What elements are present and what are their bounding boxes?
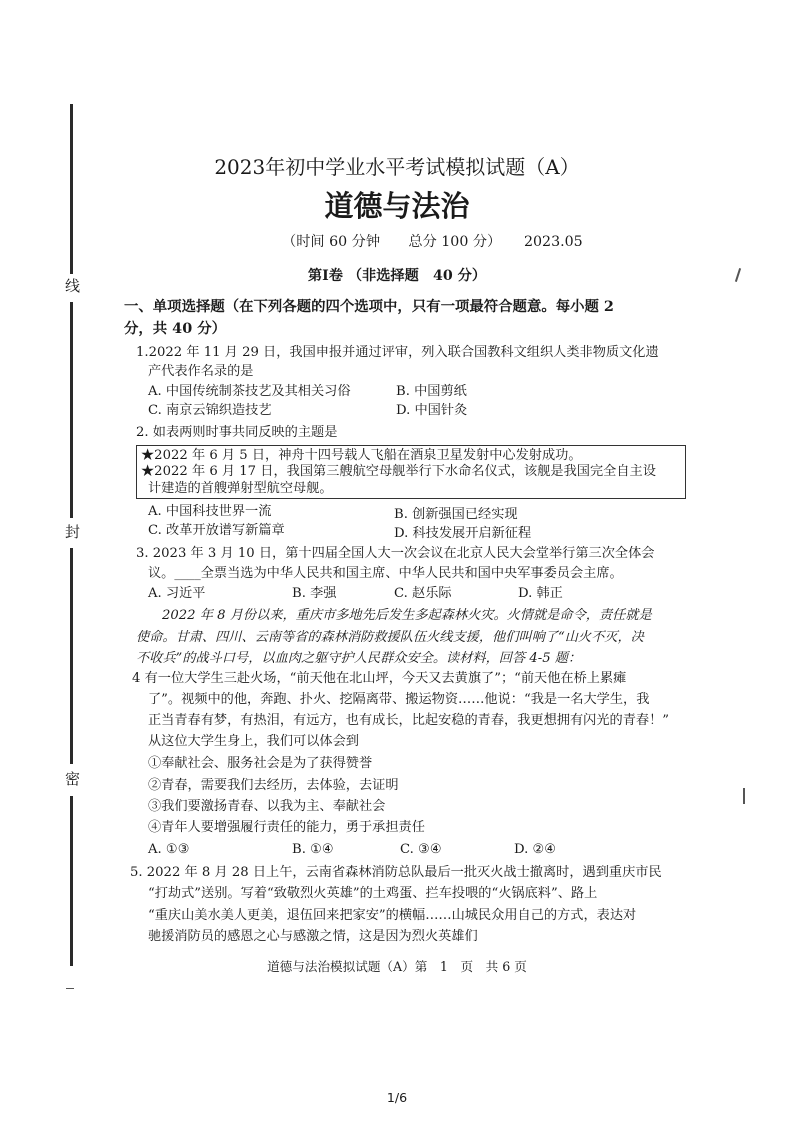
q4-stem-line1: 4 有一位大学生三赴火场，“前天他在北山坪，今天又去黄旗了”；“前天他在桥上累瘫 — [132, 671, 627, 686]
q1-option-c: C. 南京云锦织造技艺 — [148, 403, 272, 418]
q2-stem: 2. 如表两则时事共同反映的主题是 — [136, 425, 338, 440]
q2-option-a: A. 中国科技世界一流 — [148, 504, 272, 519]
q2-option-d: D. 科技发展开启新征程 — [394, 526, 532, 541]
q5-stem-line4: 驰援消防员的感恩之心与感激之情，这是因为烈火英雄们 — [148, 929, 478, 944]
exam-date: 2023.05 — [524, 234, 583, 250]
q2-option-b: B. 创新强国已经实现 — [394, 507, 518, 522]
q4-item-2: ②青春，需要我们去经历，去体验，去证明 — [148, 778, 399, 793]
q1-option-d: D. 中国针灸 — [396, 403, 468, 418]
q2-news-line3: 计建造的首艘弹射型航空母舰。 — [148, 481, 333, 496]
page-counter: 1/6 — [386, 1090, 408, 1105]
part-title: 第Ⅰ卷 （非选择题 40 分） — [307, 268, 487, 284]
q1-option-a: A. 中国传统制茶技艺及其相关习俗 — [148, 384, 351, 399]
q4-option-c: C. ③④ — [400, 842, 442, 857]
q3-option-a: A. 习近平 — [148, 586, 206, 601]
q1-stem-line2: 产代表作名录的是 — [148, 364, 254, 379]
q4-item-4: ④青年人要增强履行责任的能力，勇于承担责任 — [148, 820, 425, 835]
margin-label-secret: 密 — [63, 771, 81, 786]
material-line3: 不收兵”的战斗口号，以血肉之躯守护人民群众安全。读材料，回答 4-5 题： — [136, 651, 582, 666]
q4-option-d: D. ②④ — [514, 842, 557, 857]
margin-rule-upper — [70, 302, 73, 518]
q5-stem-line2: “打劫式”送别。写着“致敬烈火英雄”的土鸡蛋、拦车投喂的“火锅底料”、路上 — [148, 886, 598, 901]
q4-item-3: ③我们要激扬青春、以我为主、奉献社会 — [148, 799, 386, 814]
q4-stem-line2: 了”。视频中的他，奔跑、扑火、挖隔离带、搬运物资……他说：“我是一名大学生，我 — [148, 692, 650, 707]
q4-option-b: B. ①④ — [292, 842, 334, 857]
scan-mark-right-mid — [743, 788, 745, 804]
scan-mark-left — [66, 988, 74, 989]
q2-news-line1: ★2022 年 6 月 5 日，神舟十四号载人飞船在酒泉卫星发射中心发射成功。 — [141, 448, 582, 463]
material-line1: 2022 年 8 月份以来，重庆市多地先后发生多起森林火灾。火情就是命令，责任就是 — [162, 608, 652, 623]
time-info: （时间 60 分钟 总分 100 分） — [282, 234, 502, 250]
subject-title: 道德与法治 — [324, 189, 470, 223]
q3-option-d: D. 韩正 — [518, 586, 563, 601]
material-line2: 使命。甘肃、四川、云南等省的森林消防救援队伍火线支援，他们叫响了“山火不灭，决 — [136, 630, 644, 645]
exam-title: 2023年初中学业水平考试模拟试题（A） — [214, 155, 580, 179]
margin-label-seal: 封 — [63, 524, 81, 539]
q1-stem-line1: 1.2022 年 11 月 29 日，我国申报并通过评审，列入联合国教科文组织人类非物质文化遗 — [136, 345, 659, 360]
q4-stem-line3: 正当青春有梦，有热泪，有远方，也有成长，比起安稳的青春，我更想拥有闪光的青春！” — [148, 713, 670, 728]
margin-rule-lower — [70, 548, 73, 764]
margin-rule-bottom — [70, 796, 73, 966]
q3-stem-line2: 议。____全票当选为中华人民共和国主席、中华人民共和国中央军事委员会主席。 — [148, 566, 623, 581]
q3-option-b: B. 李强 — [292, 586, 337, 601]
q2-option-c: C. 改革开放谱写新篇章 — [148, 523, 285, 538]
q4-item-1: ①奉献社会、服务社会是为了获得赞誉 — [148, 756, 373, 771]
section-heading-line2: 分，共 40 分） — [124, 320, 226, 337]
q5-stem-line3: “重庆山美水美人更美，退伍回来把家安”的横幅……山城民众用自己的方式，表达对 — [148, 908, 637, 923]
q3-stem-line1: 3. 2023 年 3 月 10 日，第十四届全国人大一次会议在北京人民大会堂举行第三次全体会 — [136, 546, 655, 561]
q3-option-c: C. 赵乐际 — [394, 586, 452, 601]
page-footer: 道德与法治模拟试题（A）第 1 页 共 6 页 — [267, 959, 527, 974]
q5-stem-line1: 5. 2022 年 8 月 28 日上午，云南省森林消防总队最后一批灭火战士撤离时，遇到重庆市民 — [130, 865, 662, 880]
margin-label-line: 线 — [63, 278, 81, 293]
q1-option-b: B. 中国剪纸 — [396, 384, 467, 399]
q4-option-a: A. ①③ — [148, 842, 190, 857]
q2-news-line2: ★2022 年 6 月 17 日，我国第三艘航空母舰举行下水命名仪式，该舰是我国完全自主设 — [141, 464, 656, 479]
section-heading-line1: 一、单项选择题（在下列各题的四个选项中，只有一项最符合题意。每小题 2 — [124, 298, 614, 315]
q4-stem-line4: 从这位大学生身上，我们可以体会到 — [148, 734, 359, 749]
